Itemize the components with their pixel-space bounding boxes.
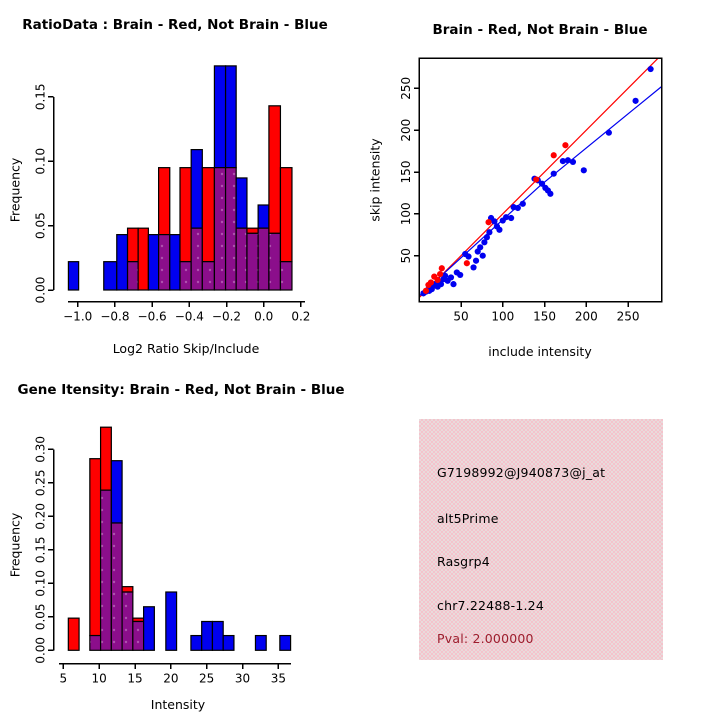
- hist-bar: [191, 636, 202, 651]
- hist-bar: [247, 228, 258, 233]
- hist-bar: [212, 621, 223, 650]
- hist-bar: [180, 168, 191, 262]
- hist-bar-overlap: [202, 262, 214, 290]
- x-tick-label: −0.6: [137, 309, 167, 324]
- y-tick-label: 0.30: [33, 435, 48, 463]
- hist-bar-overlap: [247, 233, 258, 290]
- hist-bar: [269, 106, 281, 234]
- hist-bar-overlap: [214, 168, 225, 290]
- x-tick-label: −0.4: [174, 309, 204, 324]
- hist-bar-overlap: [90, 636, 101, 651]
- hist-bar: [202, 168, 214, 262]
- hist-bar: [191, 150, 202, 229]
- hist-bar-overlap: [191, 228, 202, 290]
- hist-bar-overlap: [133, 621, 144, 650]
- not-brain-point: [465, 253, 471, 259]
- hist-bar: [202, 621, 213, 650]
- x-tick-label: 25: [199, 671, 215, 686]
- x-tick-label: 0.2: [291, 309, 311, 324]
- hist-bar-overlap: [128, 262, 139, 290]
- not-brain-point: [648, 66, 654, 72]
- hist-bar: [280, 168, 292, 262]
- hist-bar-overlap: [101, 490, 112, 650]
- gene-hist-xlabel: Intensity: [150, 697, 206, 712]
- not-brain-point: [570, 159, 576, 165]
- x-tick-label: 30: [234, 671, 251, 686]
- brain-point: [485, 219, 491, 225]
- brain-point: [551, 152, 557, 158]
- not-brain-point: [632, 98, 638, 104]
- y-tick-label: 0.05: [33, 603, 48, 631]
- hist-bar: [170, 235, 180, 290]
- not-brain-point: [515, 205, 521, 211]
- x-tick-label: 100: [491, 309, 515, 324]
- hist-bar-overlap: [180, 262, 191, 290]
- not-brain-point: [470, 264, 476, 270]
- hist-bar: [117, 235, 128, 290]
- hist-bar-overlap: [236, 228, 247, 290]
- pval-text: Pval: 2.000000: [437, 631, 534, 646]
- not-brain-point: [581, 167, 587, 173]
- not-brain-point: [508, 215, 514, 221]
- y-tick-label: 150: [399, 160, 413, 184]
- x-tick-label: −0.2: [211, 309, 242, 324]
- hist-bar-overlap: [258, 228, 269, 290]
- y-tick-label: 0.00: [33, 276, 48, 304]
- x-tick-label: 20: [163, 671, 179, 686]
- hist-bar: [144, 607, 155, 651]
- hist-bar: [68, 262, 78, 290]
- not-brain-point: [606, 130, 612, 136]
- not-brain-point: [473, 258, 479, 264]
- hist-bar-overlap: [269, 233, 281, 290]
- hist-bar: [166, 592, 177, 650]
- brain-point: [533, 176, 539, 182]
- y-tick-label: 0.15: [33, 536, 48, 564]
- not-brain-point: [450, 281, 456, 287]
- not-brain-point: [486, 229, 492, 235]
- x-tick-label: 10: [91, 671, 107, 686]
- hist-bar-overlap: [111, 523, 122, 650]
- brain-point: [435, 277, 441, 283]
- hist-bar-overlap: [226, 168, 237, 290]
- y-tick-label: 0.25: [33, 469, 48, 497]
- scatter-xlabel: include intensity: [488, 344, 592, 359]
- brain-point: [423, 288, 429, 294]
- chromosome-text: chr7.22488-1.24: [437, 598, 544, 613]
- brain-point: [437, 271, 443, 277]
- hist-bar: [255, 636, 266, 651]
- hist-bar: [122, 587, 133, 592]
- scatter-ylabel: skip intensity: [367, 138, 383, 222]
- y-tick-label: 0.20: [33, 502, 48, 530]
- hist-bar: [68, 618, 79, 650]
- y-tick-label: 0.05: [33, 212, 48, 239]
- splice-type-text: alt5Prime: [437, 511, 499, 526]
- gene-info-panel: [419, 419, 663, 660]
- not-brain-point: [457, 272, 463, 278]
- hist-bar: [148, 235, 158, 290]
- gene-hist-ylabel: Frequency: [7, 512, 23, 578]
- hist-bar-overlap: [159, 235, 170, 290]
- not-brain-point: [551, 171, 557, 177]
- hist-bar: [258, 205, 269, 228]
- hist-bar: [90, 459, 101, 636]
- x-tick-label: 200: [574, 309, 598, 324]
- y-tick-label: 50: [399, 248, 413, 264]
- not-brain-point: [496, 227, 502, 233]
- x-tick-label: −0.8: [100, 309, 130, 324]
- brain-point: [439, 265, 445, 271]
- x-tick-label: 35: [270, 671, 287, 686]
- x-tick-label: 250: [616, 309, 640, 324]
- hist-bar-overlap: [280, 262, 292, 290]
- y-tick-label: 0.10: [33, 147, 48, 175]
- hist-bar: [214, 66, 225, 168]
- not-brain-point: [448, 274, 454, 280]
- hist-bar: [226, 66, 237, 168]
- ratio-hist-title: RatioData : Brain - Red, Not Brain - Blue: [22, 17, 328, 33]
- not-brain-point: [477, 244, 483, 250]
- hist-bar: [280, 636, 291, 651]
- brain-point: [562, 142, 568, 148]
- y-tick-label: 200: [399, 118, 413, 142]
- y-tick-label: 0.00: [33, 636, 48, 664]
- ratio-hist-ylabel: Frequency: [7, 157, 23, 223]
- y-tick-label: 0.15: [33, 83, 48, 111]
- not-brain-point: [520, 201, 526, 207]
- hist-bar: [223, 636, 234, 651]
- y-tick-label: 0.10: [33, 569, 48, 597]
- probe-id-text: G7198992@J940873@j_at: [437, 465, 606, 480]
- hist-bar-overlap: [122, 592, 133, 650]
- x-tick-label: 5: [59, 671, 68, 686]
- hist-bar: [111, 461, 122, 523]
- hist-bar: [104, 262, 117, 290]
- bottom-left-histogram: [34, 427, 291, 685]
- x-tick-label: 150: [533, 309, 556, 324]
- gene-name-text: Rasgrp4: [437, 554, 490, 569]
- y-tick-label: 250: [399, 76, 413, 100]
- x-tick-label: −1.0: [63, 309, 93, 324]
- x-tick-label: 15: [127, 671, 143, 686]
- x-tick-label: 0.0: [254, 309, 274, 324]
- hist-bar: [101, 427, 112, 490]
- brain-point: [464, 260, 470, 266]
- ratio-hist-xlabel: Log2 Ratio Skip/Include: [112, 341, 260, 356]
- x-tick-label: 50: [453, 309, 469, 324]
- hist-bar: [128, 228, 139, 261]
- scatter-title: Brain - Red, Not Brain - Blue: [432, 22, 648, 38]
- not-brain-point: [480, 253, 486, 259]
- not-brain-point: [547, 191, 553, 197]
- fit-line: [419, 87, 661, 296]
- top-left-histogram: [34, 66, 311, 324]
- y-tick-label: 100: [399, 202, 413, 226]
- scatter-plot: [399, 58, 662, 323]
- brain-point: [428, 279, 434, 285]
- hist-bar: [236, 178, 247, 228]
- hist-bar: [159, 168, 170, 235]
- hist-bar: [138, 228, 148, 290]
- gene-hist-title: Gene Itensity: Brain - Red, Not Brain - Blue: [17, 382, 345, 398]
